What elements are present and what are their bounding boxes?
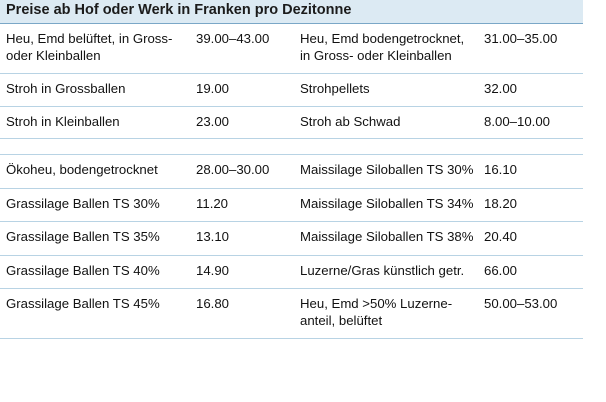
table-row: [0, 24, 583, 74]
table-header-title: Preise ab Hof oder Werk in Franken pro Dezitonne: [0, 0, 583, 24]
row-value-left: 11.20: [192, 188, 294, 222]
table-row: [0, 222, 583, 256]
table-row: [0, 188, 583, 222]
row-value-left: 14.90: [192, 255, 294, 289]
row-value-right: 66.00: [480, 255, 583, 289]
row-value-right: 20.40: [480, 222, 583, 256]
row-label-right: Maissilage Siloballen TS 34%: [294, 188, 480, 222]
row-label-right: Luzerne/Gras künstlich getr.: [294, 255, 480, 289]
row-label-left: Stroh in Grossballen: [0, 74, 192, 107]
row-label-right: Maissilage Siloballen TS 38%: [294, 222, 480, 256]
table-row: [0, 74, 583, 107]
row-value-right: 16.10: [480, 155, 583, 189]
row-label-left: Heu, Emd belüftet, in Gross- oder Kleinballen: [0, 24, 192, 74]
row-label-right: Maissilage Siloballen TS 30%: [294, 155, 480, 189]
row-value-left: 39.00–43.00: [192, 24, 294, 74]
row-label-left: Grassilage Ballen TS 45%: [0, 289, 192, 339]
row-label-right: Heu, Emd bodengetrocknet, in Gross- oder Kleinballen: [294, 24, 480, 74]
row-label-left: Grassilage Ballen TS 40%: [0, 255, 192, 289]
table-header-row: [0, 0, 583, 24]
row-value-right: 31.00–35.00: [480, 24, 583, 74]
row-value-right: 32.00: [480, 74, 583, 107]
row-label-right: Heu, Emd >50% Luzerne-anteil, belüftet: [294, 289, 480, 339]
row-value-left: 13.10: [192, 222, 294, 256]
row-value-left: 28.00–30.00: [192, 155, 294, 189]
row-label-left: Grassilage Ballen TS 30%: [0, 188, 192, 222]
row-label-left: Stroh in Kleinballen: [0, 106, 192, 139]
row-label-left: Ökoheu, bodengetrocknet: [0, 155, 192, 189]
row-value-left: 16.80: [192, 289, 294, 339]
row-value-left: 23.00: [192, 106, 294, 139]
row-value-right: 8.00–10.00: [480, 106, 583, 139]
page-margin: [583, 0, 606, 402]
table-row: [0, 106, 583, 139]
row-value-left: 19.00: [192, 74, 294, 107]
row-value-right: 18.20: [480, 188, 583, 222]
row-label-right: Strohpellets: [294, 74, 480, 107]
row-label-right: Stroh ab Schwad: [294, 106, 480, 139]
table-row: [0, 155, 583, 189]
table-row: [0, 255, 583, 289]
row-value-right: 50.00–53.00: [480, 289, 583, 339]
table-row: [0, 289, 583, 339]
table-spacer-row: [0, 139, 583, 155]
row-label-left: Grassilage Ballen TS 35%: [0, 222, 192, 256]
